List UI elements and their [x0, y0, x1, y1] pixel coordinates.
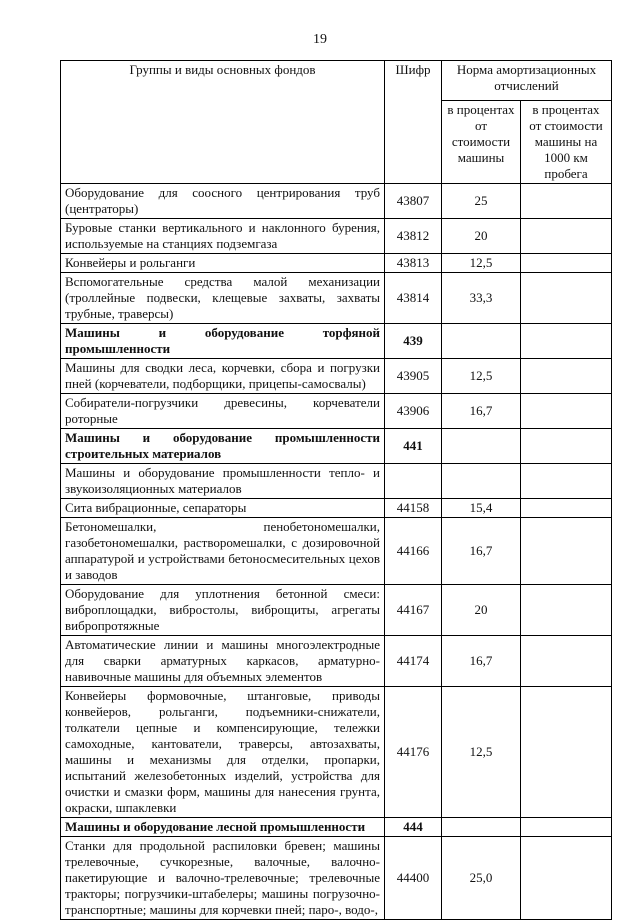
row-percent-km	[521, 837, 612, 920]
row-percent-cost: 16,7	[442, 636, 521, 687]
row-percent-cost: 16,7	[442, 394, 521, 429]
row-code: 444	[385, 818, 442, 837]
page-number: 19	[313, 32, 327, 47]
row-percent-cost: 20	[442, 585, 521, 636]
header-code: Шифр	[385, 61, 442, 184]
row-percent-cost	[442, 464, 521, 499]
row-code: 441	[385, 429, 442, 464]
row-percent-cost: 20	[442, 219, 521, 254]
row-code: 43807	[385, 184, 442, 219]
row-name: Машины и оборудование промышленности строительных материалов	[61, 429, 385, 464]
row-percent-km	[521, 273, 612, 324]
row-name: Машины и оборудование промышленности тепло- и звукоизоляционных материалов	[61, 464, 385, 499]
row-code: 43812	[385, 219, 442, 254]
row-code: 43905	[385, 359, 442, 394]
row-percent-cost	[442, 429, 521, 464]
row-percent-km	[521, 324, 612, 359]
row-percent-km	[521, 499, 612, 518]
row-code	[385, 464, 442, 499]
row-percent-km	[521, 818, 612, 837]
row-percent-km	[521, 184, 612, 219]
row-percent-cost: 33,3	[442, 273, 521, 324]
header-norm: Норма амортизационных отчислений	[442, 61, 612, 101]
table-row	[61, 585, 612, 636]
row-percent-cost	[442, 818, 521, 837]
row-percent-km	[521, 429, 612, 464]
row-name: Машины и оборудование лесной промышленности	[61, 818, 385, 837]
row-percent-cost: 12,5	[442, 254, 521, 273]
row-percent-cost	[442, 324, 521, 359]
table-row	[61, 184, 612, 219]
row-name: Вспомогательные средства малой механизации (троллейные подвески, клещевые захваты, захваты трубные, траверсы)	[61, 273, 385, 324]
row-percent-km	[521, 464, 612, 499]
row-percent-km	[521, 518, 612, 585]
depreciation-table	[60, 60, 612, 920]
row-percent-km	[521, 687, 612, 818]
table-row	[61, 254, 612, 273]
row-code: 44400	[385, 837, 442, 920]
row-code: 43813	[385, 254, 442, 273]
row-name: Оборудование для соосного центрирования труб (центраторы)	[61, 184, 385, 219]
row-code: 43814	[385, 273, 442, 324]
row-name: Автоматические линии и машины многоэлектродные для сварки арматурных каркасов, арматурно-навивочные машины для объемных элементов	[61, 636, 385, 687]
row-name: Конвейеры и рольганги	[61, 254, 385, 273]
row-code: 44158	[385, 499, 442, 518]
row-percent-km	[521, 585, 612, 636]
row-percent-km	[521, 636, 612, 687]
row-percent-cost: 15,4	[442, 499, 521, 518]
table-row	[61, 499, 612, 518]
header-groups: Группы и виды основных фондов	[61, 61, 385, 184]
row-code: 44167	[385, 585, 442, 636]
row-code: 44176	[385, 687, 442, 818]
table-row	[61, 818, 612, 837]
row-code: 44174	[385, 636, 442, 687]
row-percent-km	[521, 254, 612, 273]
row-percent-cost: 12,5	[442, 687, 521, 818]
row-name: Оборудование для уплотнения бетонной смеси: виброплощадки, вибростолы, виброщиты, агрегаты вибропротяжные	[61, 585, 385, 636]
row-name: Конвейеры формовочные, штанговые, приводы конвейеров, рольганги, подъемники-снижатели, толкатели цепные и компенсирующие, тележки самоходные, кантователи, траверсы, автозахваты, машины и механизмы для отделки, пропарки, испытаний железобетонных изделий, устройства для очистки и смазки форм, машины для нанесения грунта, окраски, шпаклевки	[61, 687, 385, 818]
row-name: Бетономешалки, пенобетономешалки, газобетономешалки, растворомешалки, с дозировочной аппаратурой и устройствами бетоносмесительных цехов и заводов	[61, 518, 385, 585]
row-percent-km	[521, 394, 612, 429]
row-percent-km	[521, 359, 612, 394]
table-row	[61, 636, 612, 687]
header-percent-km: в процентах от стоимости машины на 1000 км пробега	[521, 101, 612, 184]
table-row	[61, 837, 612, 920]
table-row	[61, 429, 612, 464]
row-name: Машины для сводки леса, корчевки, сбора и погрузки пней (корчеватели, подборщики, прицепы-самосвалы)	[61, 359, 385, 394]
row-name: Станки для продольной распиловки бревен; машины трелевочные, сучкорезные, валочные, валочно-пакетирующие и валочно-трелевочные; трелевочные тракторы; погрузчики-штабелеры; машины погрузочно-транспортные; машины для корчевки пней; паро-, водо-,	[61, 837, 385, 920]
table-row	[61, 219, 612, 254]
row-name: Буровые станки вертикального и наклонного бурения, используемые на станциях подземгаза	[61, 219, 385, 254]
row-name: Собиратели-погрузчики древесины, корчеватели роторные	[61, 394, 385, 429]
table-row	[61, 273, 612, 324]
row-percent-cost: 25,0	[442, 837, 521, 920]
table-row	[61, 359, 612, 394]
row-name: Машины и оборудование торфяной промышленности	[61, 324, 385, 359]
row-percent-cost: 16,7	[442, 518, 521, 585]
row-code: 44166	[385, 518, 442, 585]
row-code: 43906	[385, 394, 442, 429]
table-row	[61, 394, 612, 429]
row-percent-km	[521, 219, 612, 254]
row-name: Сита вибрационные, сепараторы	[61, 499, 385, 518]
row-percent-cost: 25	[442, 184, 521, 219]
header-percent-cost: в процентах от стоимости машины	[442, 101, 521, 184]
table-row	[61, 464, 612, 499]
row-code: 439	[385, 324, 442, 359]
table-row	[61, 518, 612, 585]
table-row	[61, 324, 612, 359]
row-percent-cost: 12,5	[442, 359, 521, 394]
table-row	[61, 687, 612, 818]
